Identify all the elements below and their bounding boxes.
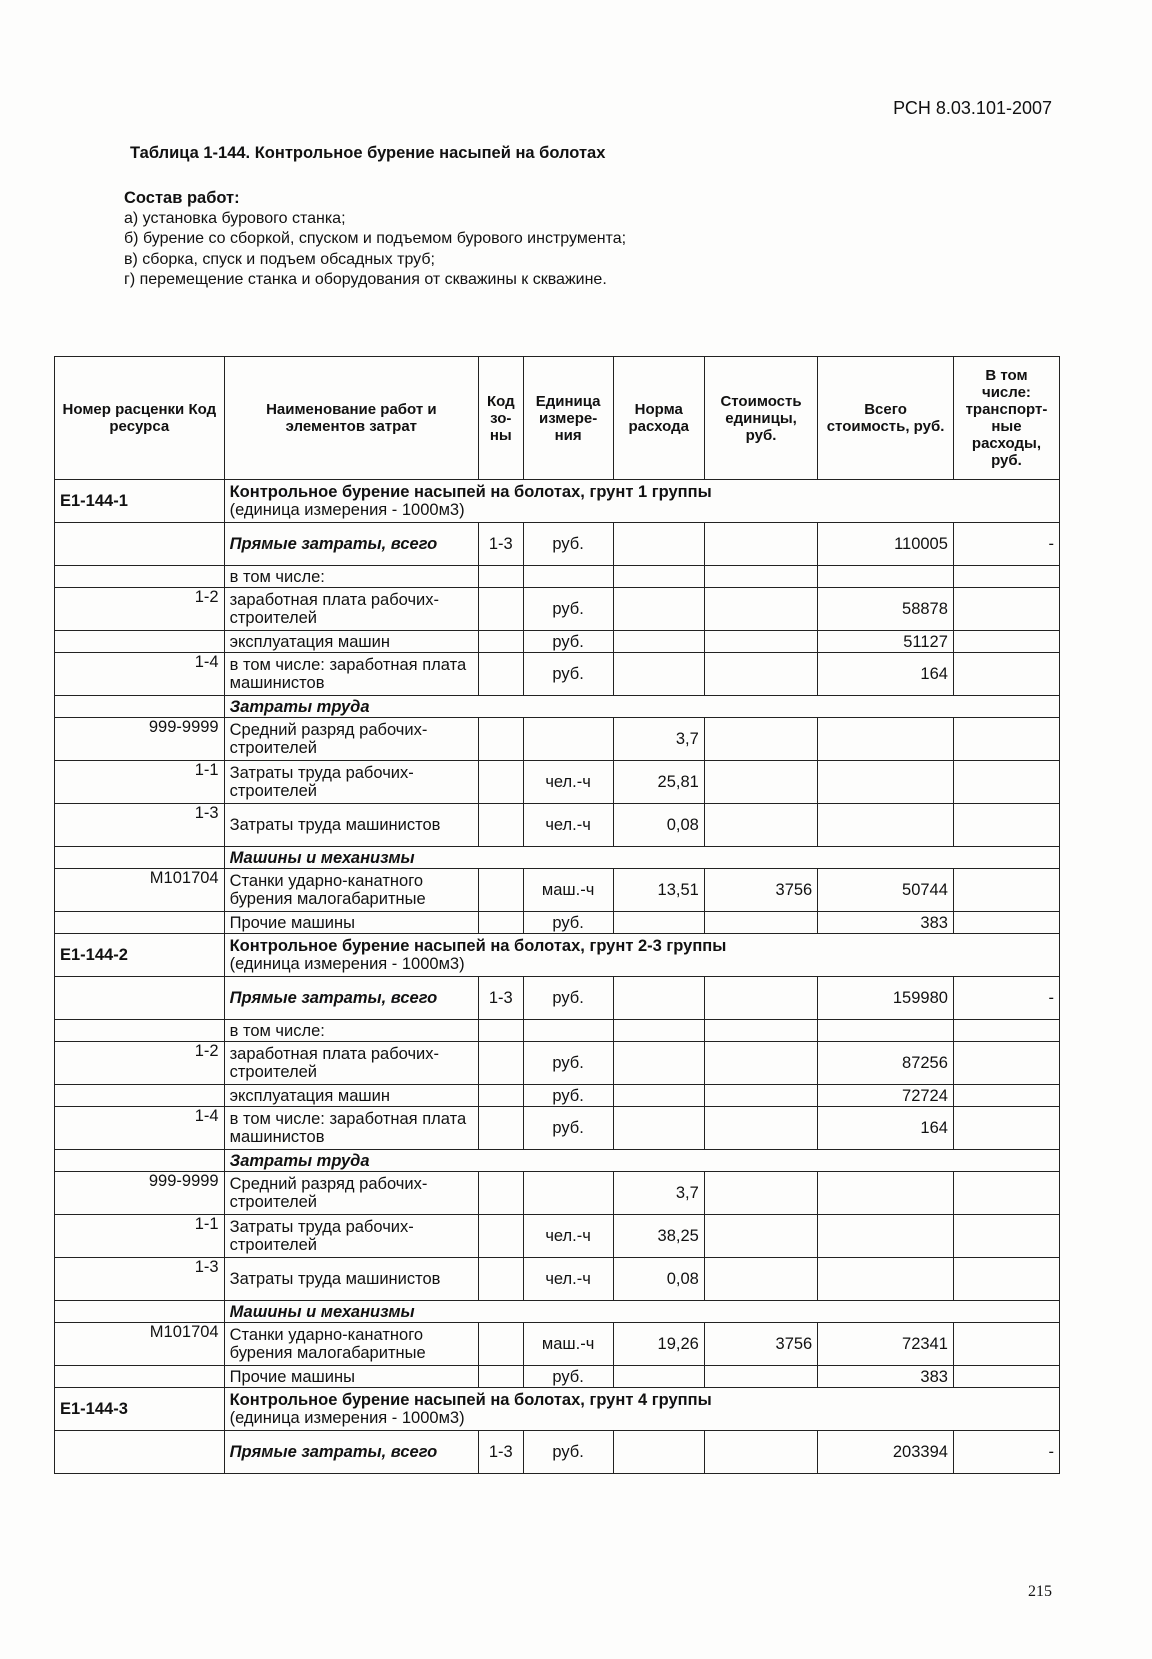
table-row [55, 523, 1060, 566]
header-unit-cost: Стоимость единицы, руб. [704, 357, 817, 480]
table-row [55, 1258, 1060, 1301]
row-label: Станки ударно-канатного бурения малогабаритные [224, 1323, 478, 1366]
rates-table [54, 356, 1060, 1474]
total-cost: 383 [818, 912, 954, 934]
norm: 13,51 [613, 869, 704, 912]
subsection-heading: Машины и механизмы [224, 1301, 1059, 1323]
header-total-cost: Всего стоимость, руб. [818, 357, 954, 480]
unit: руб. [523, 1085, 613, 1107]
total-cost: 72341 [818, 1323, 954, 1366]
table-row [55, 804, 1060, 847]
section-unit-note: (единица измерения - 1000м3) [229, 1409, 465, 1427]
total-cost: 58878 [818, 588, 954, 631]
zone-code: 1-3 [479, 523, 524, 566]
norm: 0,08 [613, 804, 704, 847]
subsection-heading: Затраты труда [224, 1150, 1059, 1172]
table-row [55, 1085, 1060, 1107]
unit: чел.-ч [523, 1258, 613, 1301]
row-label: эксплуатация машин [224, 1085, 478, 1107]
unit: чел.-ч [523, 761, 613, 804]
table-title: Таблица 1-144. Контрольное бурение насыпей на болотах [130, 144, 606, 162]
unit: руб. [523, 1366, 613, 1388]
zone-code: 1-3 [479, 977, 524, 1020]
total-cost: 110005 [818, 523, 954, 566]
header-unit: Единица измере- ния [523, 357, 613, 480]
row-label: Прочие машины [224, 912, 478, 934]
section-title-cell [224, 934, 1059, 977]
transport-cost: - [953, 977, 1059, 1020]
resource-code: 1-3 [55, 804, 225, 847]
direct-costs-label: Прямые затраты, всего [224, 977, 478, 1020]
resource-code: 1-2 [55, 1042, 225, 1085]
total-cost: 50744 [818, 869, 954, 912]
resource-code: М101704 [55, 1323, 225, 1366]
unit: руб. [523, 588, 613, 631]
section-title: Контрольное бурение насыпей на болотах, грунт 4 группы [229, 1391, 712, 1409]
unit: руб. [523, 912, 613, 934]
zone-code: 1-3 [479, 1431, 524, 1474]
norm: 0,08 [613, 1258, 704, 1301]
resource-code: 1-2 [55, 588, 225, 631]
resource-code: 1-3 [55, 1258, 225, 1301]
row-label: Прочие машины [224, 1366, 478, 1388]
composition-item: г) перемещение станка и оборудования от скважины к скважине. [124, 271, 607, 288]
total-cost: 164 [818, 653, 954, 696]
table-row [55, 1107, 1060, 1150]
norm: 19,26 [613, 1323, 704, 1366]
table-row [55, 1020, 1060, 1042]
row-label: Затраты труда машинистов [224, 804, 478, 847]
table-row [55, 1301, 1060, 1323]
unit: маш.-ч [523, 869, 613, 912]
table-row [55, 1172, 1060, 1215]
section-header-row [55, 934, 1060, 977]
table-row [55, 631, 1060, 653]
total-cost: 87256 [818, 1042, 954, 1085]
section-code: Е1-144-3 [55, 1388, 225, 1431]
table-row [55, 653, 1060, 696]
table-row [55, 761, 1060, 804]
header-name: Наименование работ и элементов затрат [224, 357, 478, 480]
table-row [55, 847, 1060, 869]
row-label: в том числе: заработная плата машинистов [224, 653, 478, 696]
unit: руб. [523, 1431, 613, 1474]
row-label: заработная плата рабочих-строителей [224, 1042, 478, 1085]
table-row [55, 1150, 1060, 1172]
resource-code: 1-4 [55, 1107, 225, 1150]
row-label: Средний разряд рабочих-строителей [224, 718, 478, 761]
row-label: эксплуатация машин [224, 631, 478, 653]
subsection-heading: Затраты труда [224, 696, 1059, 718]
composition-heading: Состав работ: [124, 189, 240, 207]
table-row [55, 977, 1060, 1020]
direct-costs-label: Прямые затраты, всего [224, 1431, 478, 1474]
section-unit-note: (единица измерения - 1000м3) [229, 501, 465, 519]
row-label: Станки ударно-канатного бурения малогабаритные [224, 869, 478, 912]
document-code: РСН 8.03.101-2007 [893, 98, 1052, 118]
section-title-cell [224, 480, 1059, 523]
composition-item: а) установка бурового станка; [124, 209, 346, 227]
header-transport: В том числе: транспорт- ные расходы, руб. [953, 357, 1059, 480]
table-row [55, 912, 1060, 934]
resource-code: 999-9999 [55, 718, 225, 761]
subsection-heading: Машины и механизмы [224, 847, 1059, 869]
transport-cost: - [953, 1431, 1059, 1474]
section-title: Контрольное бурение насыпей на болотах, грунт 1 группы [229, 483, 712, 501]
norm: 25,81 [613, 761, 704, 804]
row-label: заработная плата рабочих-строителей [224, 588, 478, 631]
total-cost: 51127 [818, 631, 954, 653]
resource-code: 1-1 [55, 761, 225, 804]
page-number: 215 [1028, 1583, 1052, 1600]
row-label: Затраты труда машинистов [224, 1258, 478, 1301]
unit: руб. [523, 653, 613, 696]
row-label: Средний разряд рабочих-строителей [224, 1172, 478, 1215]
row-label: в том числе: [224, 566, 478, 588]
table-row [55, 869, 1060, 912]
table-row [55, 718, 1060, 761]
unit: руб. [523, 523, 613, 566]
section-header-row [55, 1388, 1060, 1431]
resource-code: 1-1 [55, 1215, 225, 1258]
section-title-cell [224, 1388, 1059, 1431]
header-zone: Код зо- ны [479, 357, 524, 480]
section-code: Е1-144-1 [55, 480, 225, 523]
resource-code: 999-9999 [55, 1172, 225, 1215]
table-row [55, 1323, 1060, 1366]
table-row [55, 566, 1060, 588]
table-row [55, 1042, 1060, 1085]
table-header-row [55, 357, 1060, 480]
section-title: Контрольное бурение насыпей на болотах, грунт 2-3 группы [229, 937, 727, 955]
unit: руб. [523, 631, 613, 653]
unit-cost: 3756 [704, 869, 817, 912]
transport-cost: - [953, 523, 1059, 566]
row-label: в том числе: [224, 1020, 478, 1042]
composition-item: б) бурение со сборкой, спуском и подъемом бурового инструмента; [124, 230, 627, 247]
total-cost: 72724 [818, 1085, 954, 1107]
section-unit-note: (единица измерения - 1000м3) [229, 955, 465, 973]
resource-code: М101704 [55, 869, 225, 912]
unit-cost: 3756 [704, 1323, 817, 1366]
table-row [55, 1215, 1060, 1258]
resource-code: 1-4 [55, 653, 225, 696]
unit: руб. [523, 977, 613, 1020]
total-cost: 203394 [818, 1431, 954, 1474]
composition-item: в) сборка, спуск и подъем обсадных труб; [124, 250, 435, 268]
unit: чел.-ч [523, 1215, 613, 1258]
row-label: Затраты труда рабочих-строителей [224, 761, 478, 804]
unit: руб. [523, 1107, 613, 1150]
table-row [55, 1366, 1060, 1388]
section-code: Е1-144-2 [55, 934, 225, 977]
table-row [55, 1431, 1060, 1474]
row-label: в том числе: заработная плата машинистов [224, 1107, 478, 1150]
unit: руб. [523, 1042, 613, 1085]
table-row [55, 588, 1060, 631]
row-label: Затраты труда рабочих-строителей [224, 1215, 478, 1258]
total-cost: 164 [818, 1107, 954, 1150]
total-cost: 159980 [818, 977, 954, 1020]
norm: 3,7 [613, 1172, 704, 1215]
unit: маш.-ч [523, 1323, 613, 1366]
norm: 38,25 [613, 1215, 704, 1258]
work-composition [124, 188, 626, 291]
unit: чел.-ч [523, 804, 613, 847]
section-header-row [55, 480, 1060, 523]
direct-costs-label: Прямые затраты, всего [224, 523, 478, 566]
norm: 3,7 [613, 718, 704, 761]
table-row [55, 696, 1060, 718]
header-norm: Норма расхода [613, 357, 704, 480]
total-cost: 383 [818, 1366, 954, 1388]
header-code: Номер расценки Код ресурса [55, 357, 225, 480]
